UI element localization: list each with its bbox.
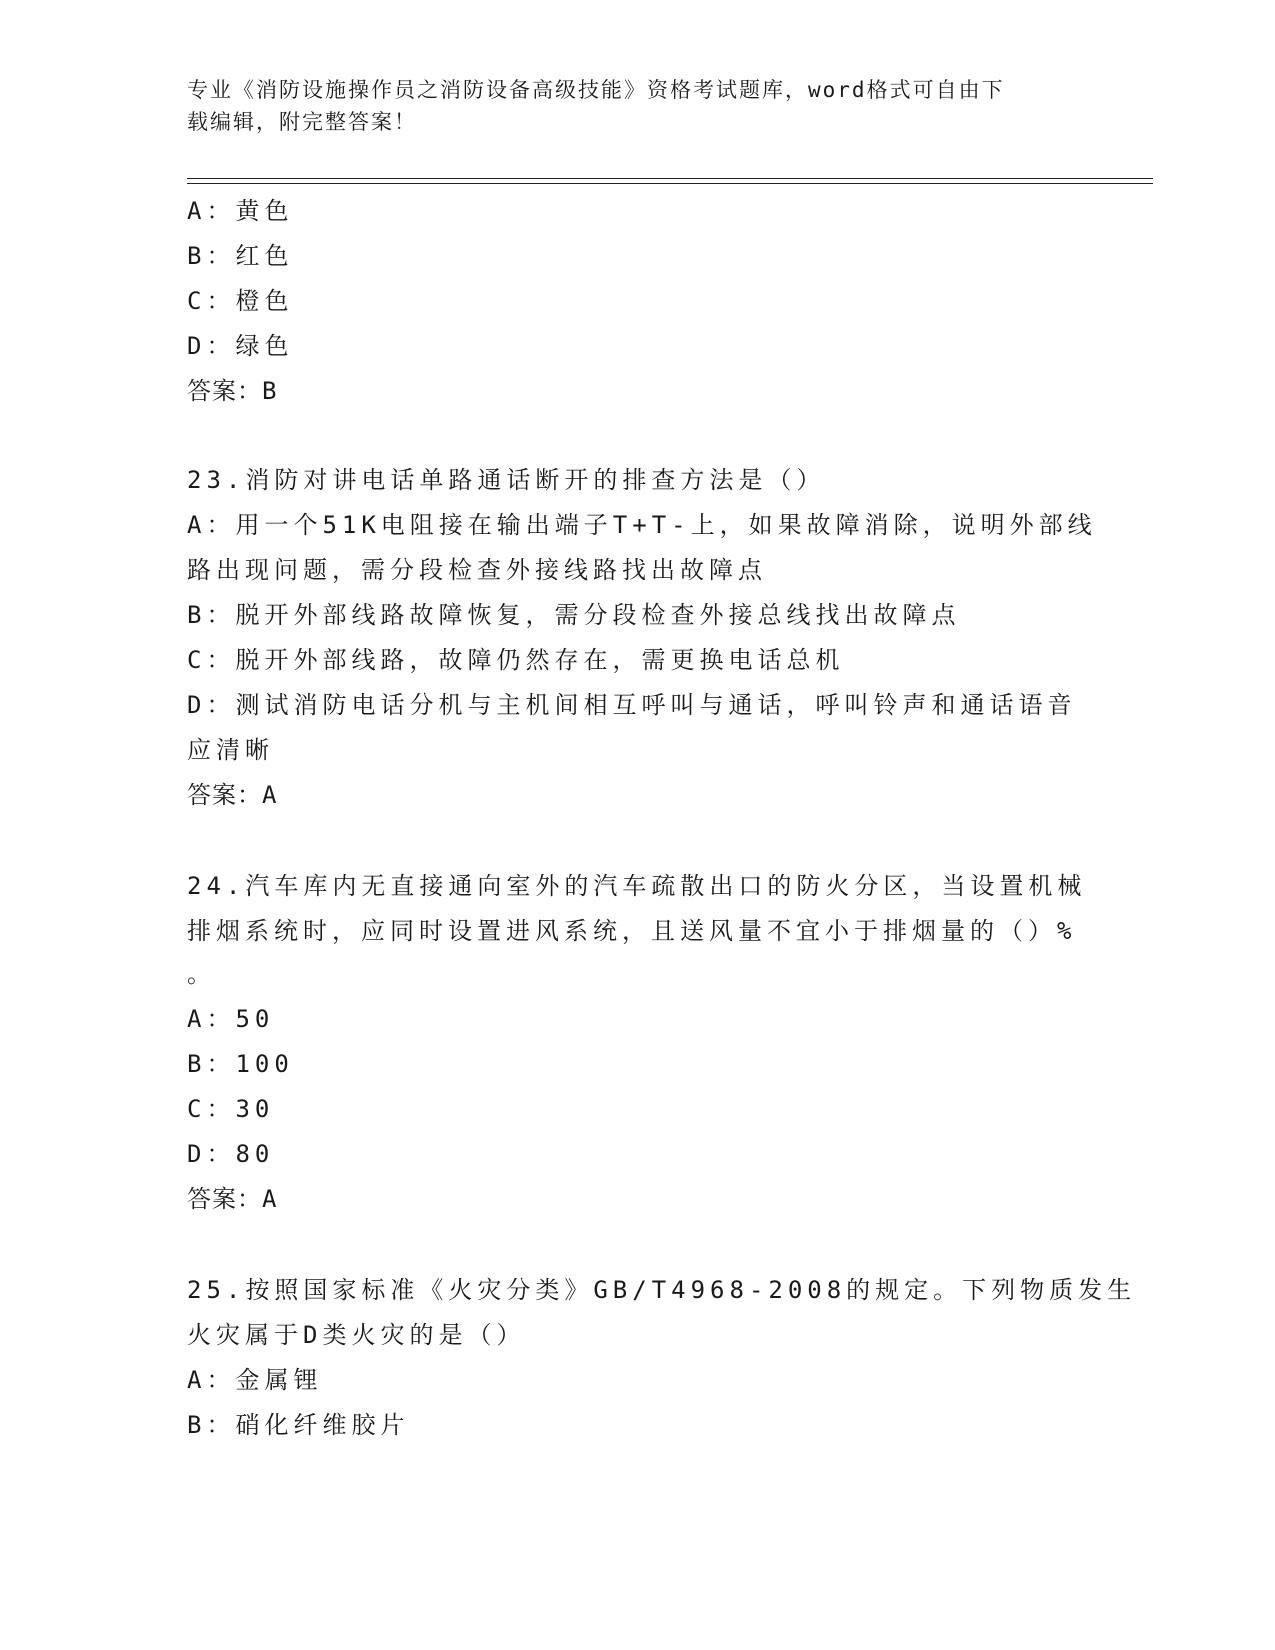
header-line-2: 载编辑，附完整答案！ bbox=[187, 110, 417, 134]
q24-stem-line-1: 24.汽车库内无直接通向室外的汽车疏散出口的防火分区，当设置机械 bbox=[187, 872, 1087, 900]
q25-option-a: A：金属锂 bbox=[187, 1366, 323, 1394]
q25-stem-line-2: 火灾属于D类火灾的是（） bbox=[187, 1321, 526, 1349]
q25-stem-line-1: 25.按照国家标准《火灾分类》GB/T4968-2008的规定。下列物质发生 bbox=[187, 1276, 1137, 1304]
q22-option-b: B：红色 bbox=[187, 242, 294, 270]
q23-stem: 23.消防对讲电话单路通话断开的排查方法是（） bbox=[187, 466, 826, 494]
q23-option-a-line-1: A：用一个51K电阻接在输出端子T+T-上，如果故障消除，说明外部线 bbox=[187, 511, 1097, 539]
q23-option-a-line-2: 路出现问题，需分段检查外接线路找出故障点 bbox=[187, 556, 767, 584]
q24-stem-line-3: 。 bbox=[187, 960, 216, 988]
q23-option-b: B：脱开外部线路故障恢复，需分段检查外接总线找出故障点 bbox=[187, 601, 961, 629]
q25-option-b: B：硝化纤维胶片 bbox=[187, 1411, 410, 1439]
q23-option-c: C：脱开外部线路，故障仍然存在，需更换电话总机 bbox=[187, 646, 845, 674]
q24-option-d: D：80 bbox=[187, 1140, 275, 1168]
document-header bbox=[187, 74, 1087, 138]
q24-option-a: A：50 bbox=[187, 1005, 275, 1033]
q23-answer: 答案：A bbox=[187, 781, 278, 809]
q24-answer: 答案：A bbox=[187, 1185, 278, 1213]
header-rule-top bbox=[187, 178, 1153, 179]
header-rule-bottom bbox=[187, 183, 1153, 184]
q24-option-b: B：100 bbox=[187, 1050, 294, 1078]
q22-option-c: C：橙色 bbox=[187, 287, 294, 315]
header-line-1: 专业《消防设施操作员之消防设备高级技能》资格考试题库，word格式可自由下 bbox=[187, 78, 1005, 102]
q23-option-d-line-2: 应清晰 bbox=[187, 736, 274, 764]
q22-option-a: A：黄色 bbox=[187, 197, 294, 225]
q23-option-d-line-1: D：测试消防电话分机与主机间相互呼叫与通话，呼叫铃声和通话语音 bbox=[187, 691, 1077, 719]
q24-stem-line-2: 排烟系统时，应同时设置进风系统，且送风量不宜小于排烟量的（）% bbox=[187, 917, 1077, 945]
q22-option-d: D：绿色 bbox=[187, 332, 294, 360]
q22-answer: 答案：B bbox=[187, 377, 278, 405]
q24-option-c: C：30 bbox=[187, 1095, 275, 1123]
